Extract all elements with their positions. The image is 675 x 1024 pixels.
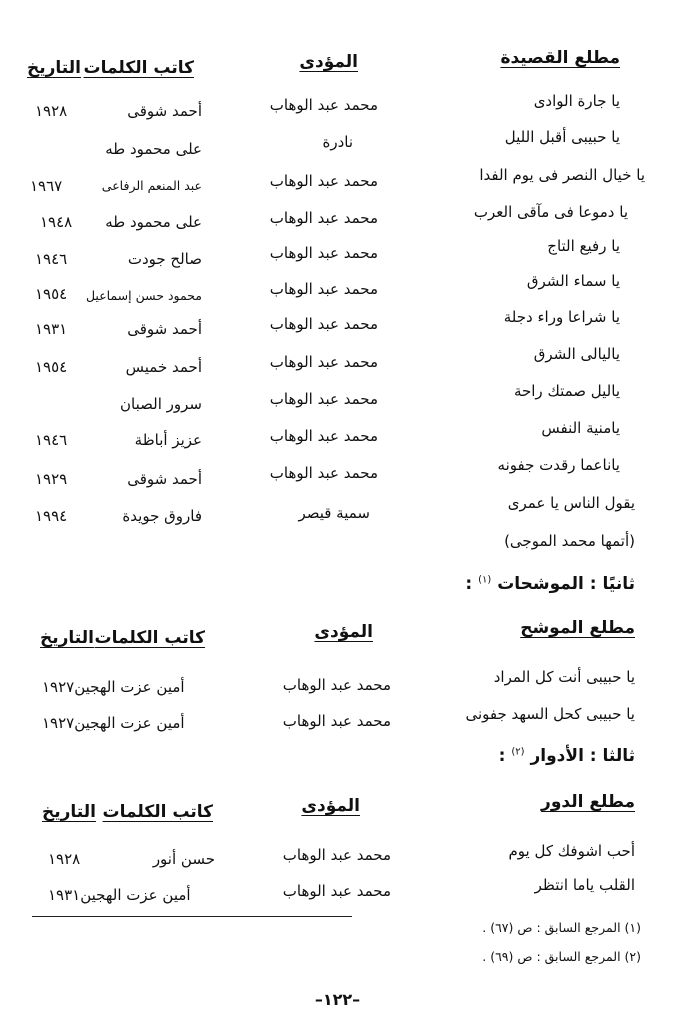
- poem-opening: ياليالى الشرق: [533, 345, 620, 363]
- singer-name: محمد عبد الوهاب: [282, 712, 391, 730]
- writer-name: حسن أنور: [152, 850, 215, 868]
- poem-opening: يا جارة الوادى: [533, 92, 620, 110]
- year: ١٩٢٩: [35, 470, 68, 488]
- writer-name: أحمد خميس: [125, 358, 202, 376]
- year: ١٩٢٧: [42, 678, 75, 696]
- poem-opening: يامنية النفس: [541, 419, 620, 437]
- year: ١٩٣١: [48, 886, 81, 904]
- singer-name: محمد عبد الوهاب: [269, 427, 378, 445]
- muwashah-opening: يا حبيبى كحل السهد جفونى: [465, 705, 635, 723]
- singer-name: محمد عبد الوهاب: [269, 464, 378, 482]
- header-singer: المؤدى: [314, 622, 373, 642]
- year: ١٩٤٦: [35, 250, 68, 268]
- writer-name: عزيز أباظة: [134, 431, 202, 449]
- footnote-marker: (١): [478, 574, 492, 586]
- poem-opening: يا سماء الشرق: [526, 272, 620, 290]
- writer-name: أمين عزت الهجين: [74, 678, 185, 696]
- poem-opening: يا حبيبى أقبل الليل: [504, 128, 620, 146]
- year: ١٩٢٨: [35, 102, 68, 120]
- singer-name: محمد عبد الوهاب: [269, 315, 378, 333]
- poem-opening: يا خيال النصر فى يوم الفدا: [479, 166, 645, 184]
- writer-name: أحمد شوقى: [127, 320, 202, 338]
- writer-name: أحمد شوقى: [127, 102, 202, 120]
- header-date: التاريخ: [42, 802, 96, 822]
- header-writer: كاتب الكلمات: [83, 58, 194, 78]
- writer-and-year: [42, 678, 185, 696]
- section-title-muwashahat: ثانيًا : الموشحات $^{(١)}$ :: [465, 574, 635, 594]
- year: ١٩٩٤: [35, 507, 68, 525]
- singer-name: محمد عبد الوهاب: [282, 846, 391, 864]
- year: ١٩٦٧: [30, 177, 63, 195]
- poem-opening: يا دموعا فى مآقى العرب: [473, 203, 628, 221]
- header-dawr-opening: مطلع الدور: [541, 792, 635, 812]
- writer-and-year: [48, 886, 191, 904]
- poem-opening: ياليل صمتك راحة: [513, 382, 620, 400]
- dawr-opening: القلب ياما انتظر: [534, 876, 635, 894]
- poem-opening: يا شراعا وراء دجلة: [503, 308, 620, 326]
- section-title-adwar: ثالثا : الأدوار $^{(٢)}$ :: [498, 746, 635, 766]
- page-number: –١٢٢–: [314, 990, 361, 1009]
- singer-name: محمد عبد الوهاب: [282, 676, 391, 694]
- header-muwashah-opening: مطلع الموشح: [520, 618, 635, 638]
- header-date: التاريخ: [40, 628, 94, 648]
- writer-and-year: [42, 714, 185, 732]
- writer-name: محمود حسن إسماعيل: [85, 288, 202, 303]
- singer-name: محمد عبد الوهاب: [269, 390, 378, 408]
- singer-name: محمد عبد الوهاب: [269, 209, 378, 227]
- writer-name: أحمد شوقى: [127, 470, 202, 488]
- footnote-divider: [32, 916, 352, 917]
- poem-opening: ياناعما رقدت جفونه: [497, 456, 620, 474]
- singer-name: محمد عبد الوهاب: [269, 353, 378, 371]
- singer-name: نادرة: [322, 133, 353, 151]
- singer-name: سمية قيصر: [298, 504, 370, 522]
- singer-name: محمد عبد الوهاب: [269, 244, 378, 262]
- year: ١٩٥٤: [35, 285, 68, 303]
- writer-name: صالح جودت: [127, 250, 202, 268]
- dawr-opening: أحب اشوفك كل يوم: [508, 842, 635, 860]
- poem-opening: يا رفيع التاج: [547, 237, 620, 255]
- header-date: التاريخ: [27, 58, 81, 78]
- poem-opening: يقول الناس يا عمرى: [507, 494, 635, 512]
- year: ١٩٢٧: [42, 714, 75, 732]
- header-writer: كاتب الكلمات: [94, 628, 205, 648]
- footnote-2: (٢) المرجع السابق : ص (٦٩) .: [482, 949, 641, 964]
- year: ١٩٢٨: [48, 850, 81, 868]
- muwashah-opening: يا حبيبى أنت كل المراد: [493, 668, 635, 686]
- footnote-1: (١) المرجع السابق : ص (٦٧) .: [482, 920, 641, 935]
- year: ١٩٣١: [35, 320, 68, 338]
- writer-name: على محمود طه: [105, 213, 202, 231]
- header-singer: المؤدى: [299, 52, 358, 72]
- header-poem-opening: مطلع القصيدة: [500, 48, 620, 68]
- footnote-marker: (٢): [511, 746, 525, 758]
- singer-name: محمد عبد الوهاب: [269, 172, 378, 190]
- year: ١٩٤٨: [40, 213, 73, 231]
- singer-name: محمد عبد الوهاب: [269, 96, 378, 114]
- year: ١٩٤٦: [35, 431, 68, 449]
- singer-name: محمد عبد الوهاب: [269, 280, 378, 298]
- header-writer: كاتب الكلمات: [102, 802, 213, 822]
- year: ١٩٥٤: [35, 358, 68, 376]
- completion-note: (أتمها محمد الموجى): [504, 532, 635, 550]
- writer-name: على محمود طه: [105, 140, 202, 158]
- header-singer: المؤدى: [301, 796, 360, 816]
- singer-name: محمد عبد الوهاب: [282, 882, 391, 900]
- writer-name: فاروق جويدة: [122, 507, 202, 525]
- writer-name: أمين عزت الهجين: [80, 886, 191, 904]
- writer-name: سرور الصبان: [120, 395, 202, 413]
- writer-name: أمين عزت الهجين: [74, 714, 185, 732]
- writer-name: عبد المنعم الرفاعى: [101, 178, 202, 193]
